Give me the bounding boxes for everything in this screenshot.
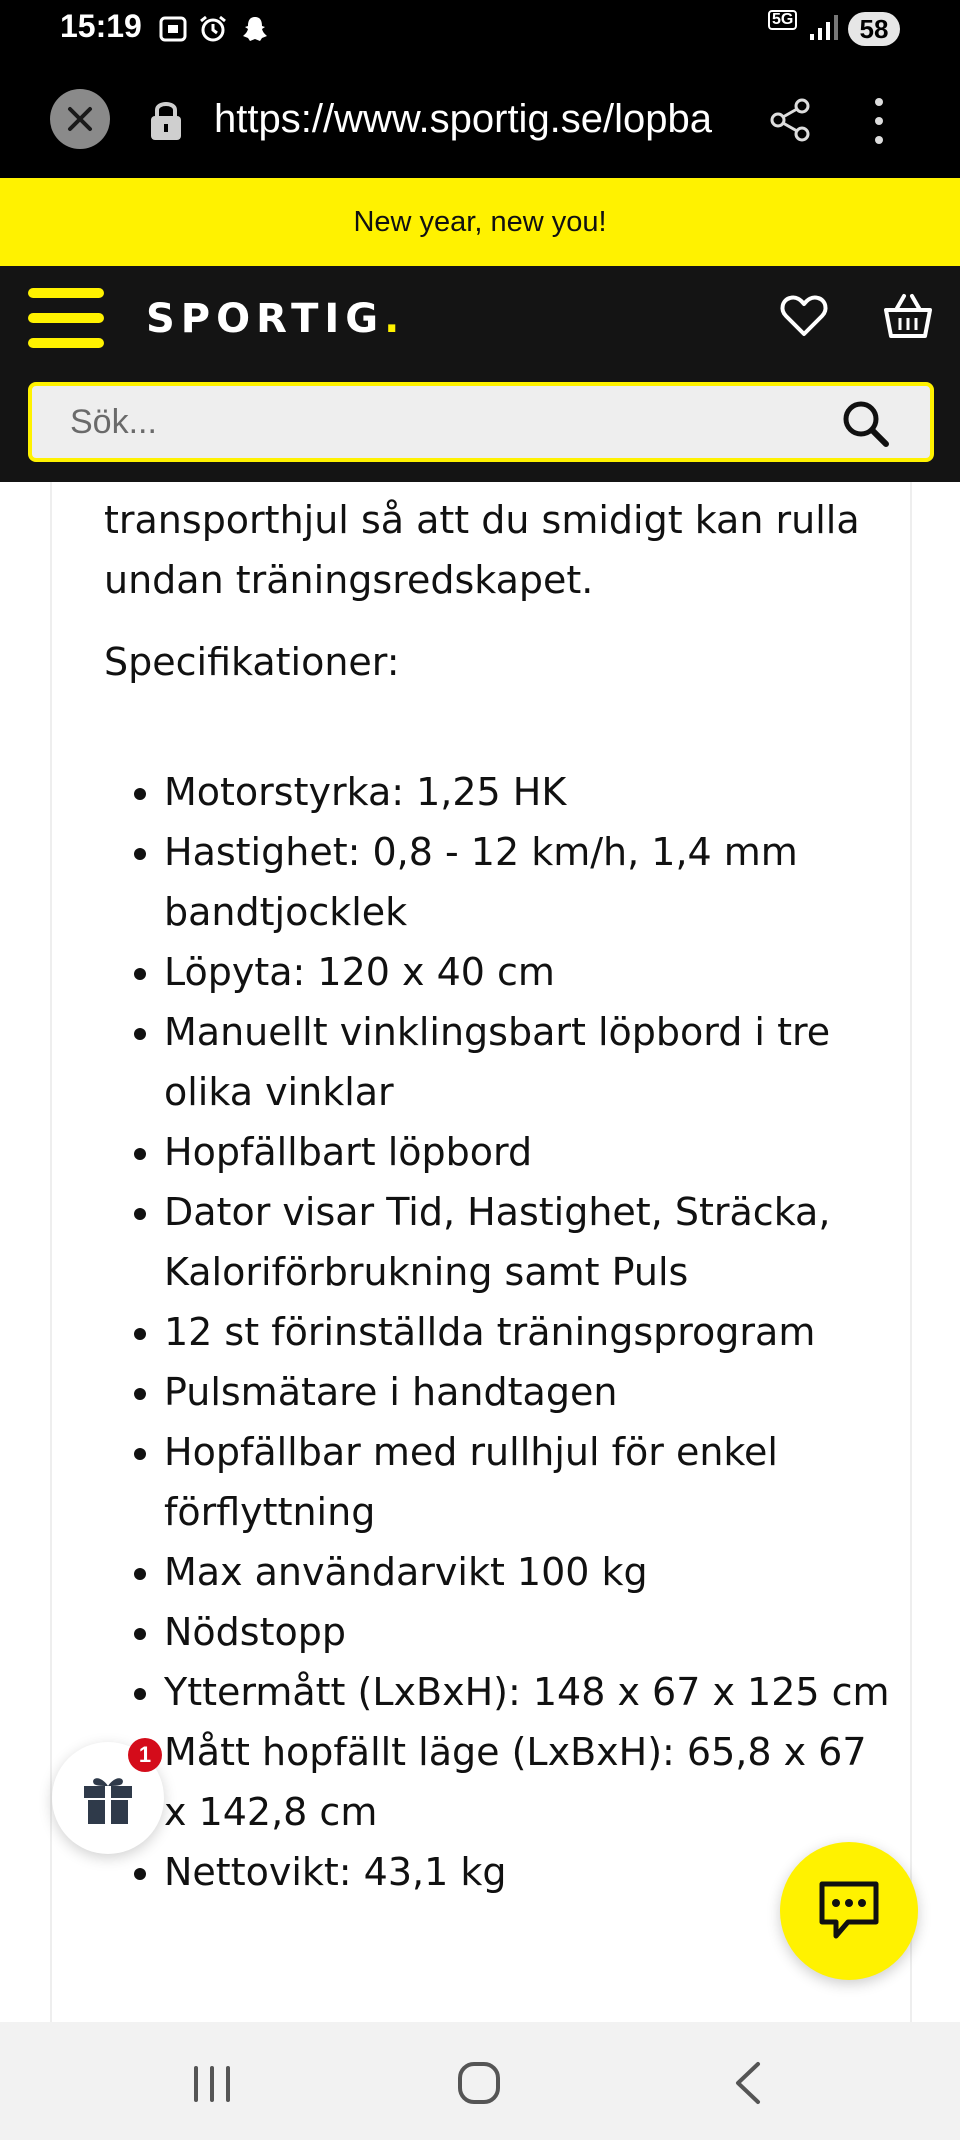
- search-input[interactable]: [70, 386, 830, 458]
- spec-item: • Hastighet: 0,8 - 12 km/h, 1,4 mm bandtjocklek: [164, 822, 894, 942]
- url-bar[interactable]: https://www.sportig.se/lopba: [214, 97, 713, 141]
- spec-item: • Yttermått (LxBxH): 148 x 67 x 125 cm: [164, 1662, 894, 1722]
- close-tab-button[interactable]: [50, 89, 110, 149]
- spec-item: • Nödstopp: [164, 1602, 894, 1662]
- notification-badge: 1: [128, 1738, 162, 1772]
- more-options-icon[interactable]: [864, 94, 894, 148]
- promo-banner[interactable]: New year, new you!: [0, 178, 960, 266]
- spec-heading: Specifikationer:: [104, 640, 400, 684]
- gift-icon: [80, 1770, 136, 1826]
- logo-text: SPORTIG: [146, 296, 385, 342]
- description-text: transporthjul så att du smidigt kan rulla undan träningsredskapet.: [104, 498, 860, 602]
- spec-item: • Manuellt vinklingsbart löpbord i tre olika vinklar: [164, 1002, 894, 1122]
- status-time: 15:19: [60, 8, 142, 44]
- battery-indicator: 58: [848, 12, 900, 46]
- spec-item: • Hopfällbar med rullhjul för enkel förflyttning: [164, 1422, 894, 1542]
- spec-item: • Max användarvikt 100 kg: [164, 1542, 894, 1602]
- hamburger-line: [28, 313, 104, 323]
- chat-bubble-icon: [814, 1876, 884, 1946]
- spec-item: • Dator visar Tid, Hastighet, Sträcka, Kaloriförbrukning samt Puls: [164, 1182, 894, 1302]
- hamburger-line: [28, 338, 104, 348]
- spec-item: • Motorstyrka: 1,25 HK: [164, 762, 894, 822]
- search-icon[interactable]: [840, 398, 890, 448]
- site-header: [0, 266, 960, 482]
- spec-item: • Pulsmätare i handtagen: [164, 1362, 894, 1422]
- signal-icon: [808, 12, 842, 42]
- menu-button[interactable]: [28, 288, 104, 348]
- system-navigation-bar: [0, 2022, 960, 2140]
- logo-dot: .: [384, 296, 406, 342]
- search-bar: [28, 382, 934, 462]
- rewards-gift-button[interactable]: [52, 1742, 164, 1854]
- alarm-icon: [198, 14, 228, 44]
- product-description-card: [50, 482, 912, 2022]
- spec-item: • Hopfällbart löpbord: [164, 1122, 894, 1182]
- back-chevron-icon[interactable]: [730, 2060, 766, 2106]
- network-type-label: 5G: [768, 10, 797, 30]
- spec-item: • Löpyta: 120 x 40 cm: [164, 942, 894, 1002]
- chat-support-button[interactable]: [780, 1842, 918, 1980]
- wishlist-heart-icon[interactable]: [778, 290, 830, 342]
- browser-toolbar: [0, 58, 960, 178]
- snapchat-icon: [240, 14, 270, 44]
- share-icon[interactable]: [768, 98, 812, 142]
- status-bar: [0, 0, 960, 58]
- close-icon: [50, 89, 110, 149]
- product-description: [104, 482, 894, 1902]
- hamburger-icon: [28, 288, 104, 298]
- spec-item: • 12 st förinställda träningsprogram: [164, 1302, 894, 1362]
- home-icon[interactable]: [456, 2060, 502, 2106]
- spec-list: [104, 762, 894, 1902]
- cart-basket-icon[interactable]: [882, 290, 934, 342]
- spec-item: • Mått hopfällt läge (LxBxH): 65,8 x 67 x 142,8 cm: [164, 1722, 894, 1842]
- recent-apps-icon[interactable]: [190, 2064, 234, 2104]
- site-logo[interactable]: [146, 292, 405, 346]
- screenshot-icon: [158, 14, 188, 44]
- lock-icon[interactable]: [148, 98, 184, 142]
- spec-item: • Nettovikt: 43,1 kg: [164, 1842, 894, 1902]
